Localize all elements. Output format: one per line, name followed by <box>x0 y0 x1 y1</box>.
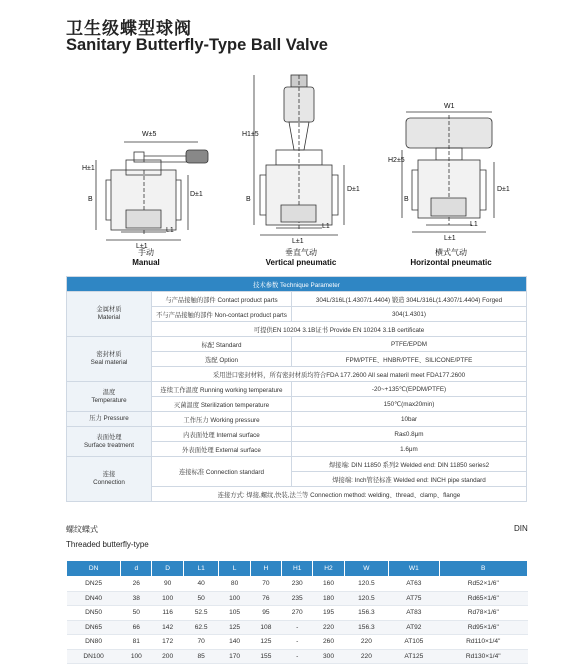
table-cell: - <box>282 649 313 664</box>
table-cell: 40 <box>183 577 219 592</box>
table-cell: 120.5 <box>344 577 389 592</box>
row-value: -20~+135℃(EPDM/PTFE) <box>292 382 527 397</box>
dim-label: H1±5 <box>242 131 259 138</box>
table-cell: 142 <box>152 620 183 635</box>
group-seal: 密封材质 Seal material <box>67 337 152 382</box>
table-cell: 235 <box>282 591 313 606</box>
table-cell: 105 <box>219 606 250 621</box>
row-value: 焊接端: Inch管径标准 Welded end: INCH pipe standard <box>292 472 527 487</box>
dim-label: D±1 <box>497 186 510 193</box>
column-header: d <box>121 561 152 577</box>
table-cell: Rd110×1/4" <box>439 635 528 650</box>
thread-title-en: Threaded butterfly-type <box>66 540 149 549</box>
row-label: 不与产品接触的部件 Non-contact product parts <box>152 307 292 322</box>
group-temperature: 温度 Temperature <box>67 382 152 412</box>
dim-label: H±1 <box>82 165 95 172</box>
row-label: 外表面处理 External surface <box>152 442 292 457</box>
table-cell: 172 <box>152 635 183 650</box>
table-cell: AT83 <box>389 606 439 621</box>
table-cell: AT92 <box>389 620 439 635</box>
table-row <box>67 635 528 650</box>
dim-label: D±1 <box>347 186 360 193</box>
caption-cn: 垂直气动 <box>285 248 317 257</box>
column-header: W <box>344 561 389 577</box>
table-cell: 50 <box>183 591 219 606</box>
table-cell: Rd95×1/6" <box>439 620 528 635</box>
row-label: 连续工作温度 Running working temperature <box>152 382 292 397</box>
caption-cn: 横式气动 <box>435 248 467 257</box>
table-cell: 120.5 <box>344 591 389 606</box>
table-cell: 76 <box>250 591 281 606</box>
row-value: 304L/316L(1.4307/1.4404) 锻造 304L/316L(1.4307/1.4404) Forged <box>292 292 527 307</box>
group-surface: 表面处理 Surface treatment <box>67 427 152 457</box>
row-label: 与产品接触的部件 Contact product parts <box>152 292 292 307</box>
table-cell: 116 <box>152 606 183 621</box>
row-value: 1.6μm <box>292 442 527 457</box>
table-cell: 140 <box>219 635 250 650</box>
column-header: H <box>250 561 281 577</box>
technical-drawings <box>66 70 526 265</box>
caption-cn: 手动 <box>138 248 154 257</box>
table-row <box>67 649 528 664</box>
row-value: FPM/PTFE、HNBR/PTFE、SILICONE/PTFE <box>292 352 527 367</box>
table-cell: DN100 <box>67 649 121 664</box>
table-cell: AT125 <box>389 649 439 664</box>
table-cell: AT75 <box>389 591 439 606</box>
row-value: Ra≤0.8μm <box>292 427 527 442</box>
table-cell: 220 <box>344 649 389 664</box>
table-row <box>67 620 528 635</box>
table-cell: 85 <box>183 649 219 664</box>
caption-horizontal <box>396 242 506 268</box>
dim-label: L±1 <box>292 238 304 245</box>
table-row <box>67 577 528 592</box>
table-cell: DN65 <box>67 620 121 635</box>
table-cell: 160 <box>313 577 344 592</box>
group-material: 金属材质 Material <box>67 292 152 337</box>
horizontal-pneumatic-valve-drawing <box>402 112 494 232</box>
table-cell: Rd130×1/4" <box>439 649 528 664</box>
row-label: 连接标准 Connection standard <box>152 457 292 487</box>
table-cell: 70 <box>250 577 281 592</box>
row-note: 采用进口密封材料，所有密封材质均符合FDA 177.2600 All seal materil meet FDA177.2600 <box>152 367 527 382</box>
table-cell: 70 <box>183 635 219 650</box>
table-cell: 62.5 <box>183 620 219 635</box>
table-cell: DN40 <box>67 591 121 606</box>
dim-label: B <box>246 196 251 203</box>
dim-label: H2±5 <box>388 157 405 164</box>
table-cell: 170 <box>219 649 250 664</box>
column-header: DN <box>67 561 121 577</box>
table-cell: 270 <box>282 606 313 621</box>
row-value: PTFE/EPDM <box>292 337 527 352</box>
table-cell: 125 <box>250 635 281 650</box>
row-label: 选配 Option <box>152 352 292 367</box>
table-cell: 155 <box>250 649 281 664</box>
table-cell: Rd65×1/6" <box>439 591 528 606</box>
row-value: 304(1.4301) <box>292 307 527 322</box>
table-cell: DN25 <box>67 577 121 592</box>
table-cell: Rd52×1/6" <box>439 577 528 592</box>
table-cell: 95 <box>250 606 281 621</box>
row-label: 灭菌温度 Sterilization temperature <box>152 397 292 412</box>
table-cell: 125 <box>219 620 250 635</box>
technique-parameter-table <box>66 276 527 502</box>
dim-label: L1 <box>322 223 330 230</box>
table-cell: 156.3 <box>344 606 389 621</box>
dim-label: W1 <box>444 103 455 110</box>
table-cell: Rd78×1/6" <box>439 606 528 621</box>
column-header: L1 <box>183 561 219 577</box>
dim-label: B <box>404 196 409 203</box>
caption-manual <box>116 242 176 268</box>
dim-label: W±5 <box>142 131 157 138</box>
row-note: 连接方式: 焊接,螺纹,快装,法兰等 Connection method: welding、thread、clamp、flange <box>152 487 527 502</box>
table-cell: 80 <box>219 577 250 592</box>
group-pressure: 压力 Pressure <box>67 412 152 427</box>
table-row <box>67 606 528 621</box>
table-cell: 108 <box>250 620 281 635</box>
dim-label: L1 <box>166 227 174 234</box>
table-cell: 156.3 <box>344 620 389 635</box>
row-value: 焊接端: DIN 11850 系列2 Welded end: DIN 11850 series2 <box>292 457 527 472</box>
row-value: 150℃(max20min) <box>292 397 527 412</box>
table-cell: - <box>282 620 313 635</box>
table-cell: 300 <box>313 649 344 664</box>
group-connection: 连接 Connection <box>67 457 152 502</box>
caption-en: Horizontal pneumatic <box>410 258 492 267</box>
table-cell: 100 <box>121 649 152 664</box>
title-chinese: 卫生级蝶型球阀 <box>66 19 192 38</box>
table-cell: DN50 <box>67 606 121 621</box>
table-cell: 52.5 <box>183 606 219 621</box>
table-cell: 50 <box>121 606 152 621</box>
dim-label: D±1 <box>190 191 203 198</box>
valve-drawings-svg <box>66 70 526 265</box>
caption-en: Vertical pneumatic <box>265 258 337 267</box>
table-cell: AT63 <box>389 577 439 592</box>
row-label: 标配 Standard <box>152 337 292 352</box>
column-header: H2 <box>313 561 344 577</box>
table-cell: 66 <box>121 620 152 635</box>
table-cell: - <box>282 635 313 650</box>
table-cell: 180 <box>313 591 344 606</box>
table-cell: 220 <box>313 620 344 635</box>
column-header: L <box>219 561 250 577</box>
table-cell: 195 <box>313 606 344 621</box>
caption-en: Manual <box>132 258 160 267</box>
row-value: 10bar <box>292 412 527 427</box>
table-cell: 81 <box>121 635 152 650</box>
title-english: Sanitary Butterfly-Type Ball Valve <box>66 36 328 54</box>
table-cell: AT105 <box>389 635 439 650</box>
thread-title-cn: 螺纹蝶式 <box>66 525 98 534</box>
dim-label: L1 <box>470 221 478 228</box>
table-cell: 260 <box>313 635 344 650</box>
row-note: 可提供EN 10204 3.1B证书 Provide EN 10204 3.1B certificate <box>152 322 527 337</box>
table-cell: 100 <box>152 591 183 606</box>
table-cell: 26 <box>121 577 152 592</box>
table-header: 技术参数 Technique Parameter <box>67 277 527 292</box>
dim-label: L±1 <box>444 235 456 242</box>
table-cell: 230 <box>282 577 313 592</box>
table-cell: DN80 <box>67 635 121 650</box>
dim-label: B <box>88 196 93 203</box>
column-header: D <box>152 561 183 577</box>
row-label: 内表面处理 Internal surface <box>152 427 292 442</box>
column-header: H1 <box>282 561 313 577</box>
dimension-table <box>66 560 528 664</box>
table-cell: 90 <box>152 577 183 592</box>
column-header: B <box>439 561 528 577</box>
table-cell: 220 <box>344 635 389 650</box>
table-row <box>67 591 528 606</box>
column-header: W1 <box>389 561 439 577</box>
table-cell: 38 <box>121 591 152 606</box>
thread-standard: DIN <box>514 524 528 533</box>
table-cell: 200 <box>152 649 183 664</box>
dim-label: L±1 <box>136 243 148 250</box>
row-label: 工作压力 Working pressure <box>152 412 292 427</box>
caption-vertical <box>256 242 346 268</box>
table-cell: 100 <box>219 591 250 606</box>
vertical-pneumatic-valve-drawing <box>254 75 344 235</box>
